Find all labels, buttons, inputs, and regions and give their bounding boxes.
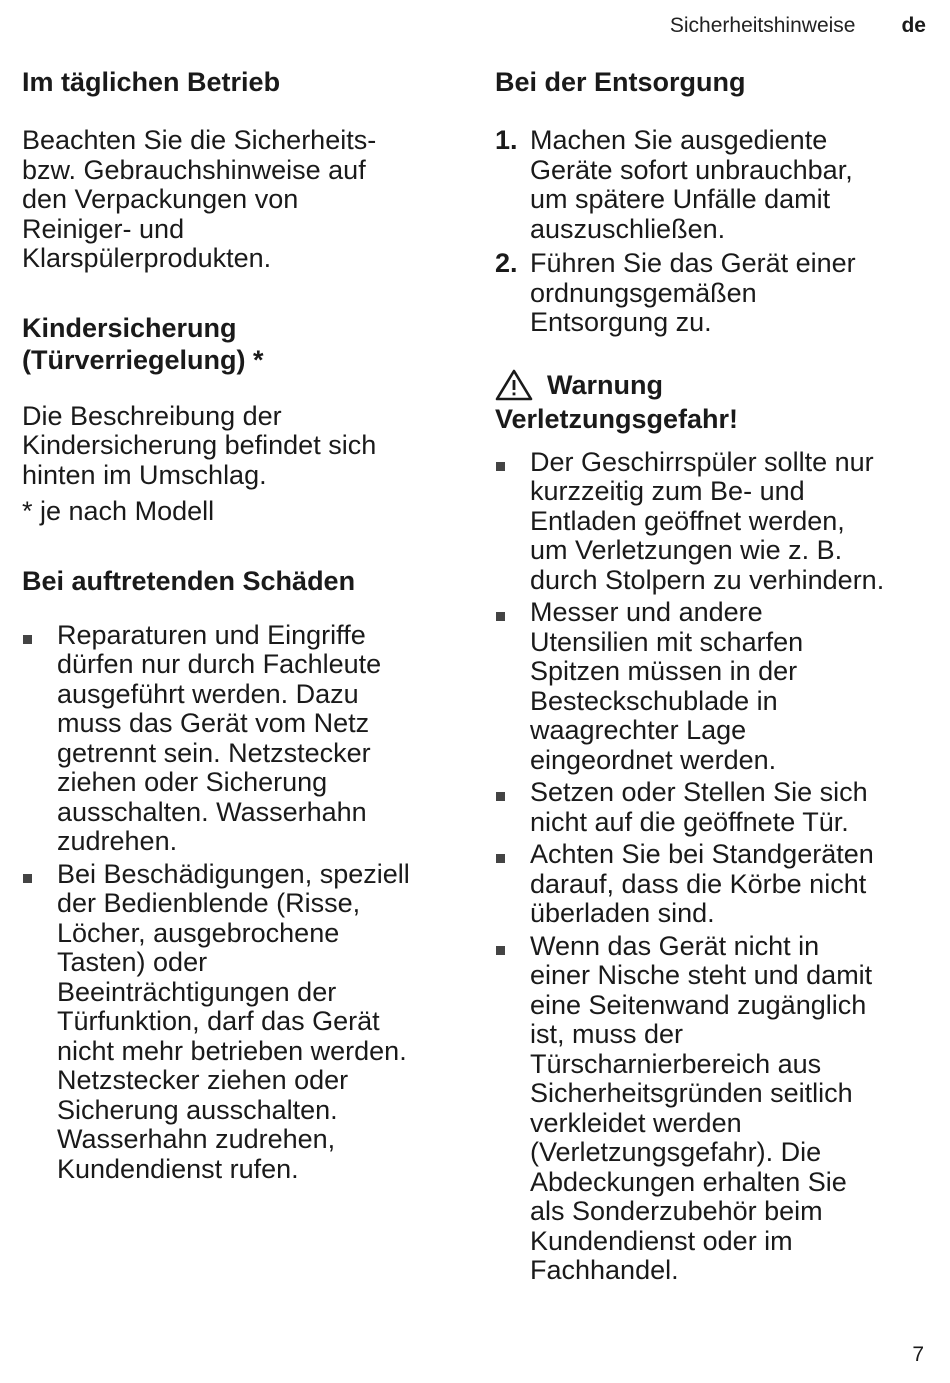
heading-disposal: Bei der Entsorgung <box>495 67 746 97</box>
text-line: bzw. Gebrauchshinweise auf <box>22 154 366 185</box>
text-line: Abdeckungen erhalten Sie <box>530 1166 847 1197</box>
text-line: nicht mehr betrieben werden. <box>57 1035 407 1066</box>
text-line: verkleidet werden <box>530 1107 742 1138</box>
list-item <box>495 840 925 929</box>
text-line: der Bedienblende (Risse, <box>57 888 361 918</box>
text-line: zudrehen. <box>57 826 178 856</box>
text-line: getrennt sein. Netzstecker <box>57 737 371 768</box>
paragraph-child-lock <box>22 402 462 491</box>
step-number: 1. <box>495 125 518 155</box>
text-line: Türfunktion, darf das Gerät <box>57 1006 380 1036</box>
text-line: ziehen oder Sicherung <box>57 767 328 797</box>
text-line: Sicherheitsgründen seitlich <box>530 1078 853 1108</box>
text-line: Geräte sofort unbrauchbar, <box>530 154 853 185</box>
step-item <box>495 126 925 244</box>
text-line: Tasten) oder <box>57 947 208 977</box>
heading-child-lock <box>22 312 462 376</box>
list-item <box>22 621 462 857</box>
warning-subtitle: Verletzungsgefahr! <box>495 403 739 434</box>
text-line: den Verpackungen von <box>22 184 299 214</box>
list-item <box>495 778 925 837</box>
text-line: Spitzen müssen in der <box>530 656 798 686</box>
warning-list <box>495 448 925 1286</box>
text-line: Setzen oder Stellen Sie sich <box>530 777 868 807</box>
list-item <box>495 448 925 596</box>
text-line: als Sonderzubehör beim <box>530 1196 823 1226</box>
page-header <box>670 14 926 38</box>
step-number: 2. <box>495 248 518 278</box>
warning-title <box>495 368 925 402</box>
text-line: nicht auf die geöffnete Tür. <box>530 806 849 837</box>
text-line: Der Geschirrspüler sollte nur <box>530 446 874 477</box>
bullet-square-icon <box>23 874 32 883</box>
text-line: Wasserhahn zudrehen, <box>57 1124 336 1154</box>
bullet-square-icon <box>496 792 505 801</box>
text-line: Entladen geöffnet werden, <box>530 505 845 536</box>
text-line: Reparaturen und Eingriffe <box>57 619 366 650</box>
bullet-square-icon <box>23 635 32 644</box>
bullet-square-icon <box>496 946 505 955</box>
text-line: Achten Sie bei Standgeräten <box>530 839 874 869</box>
text-line: Sicherung ausschalten. <box>57 1094 338 1125</box>
paragraph-daily-operation <box>22 126 462 274</box>
text-line: Utensilien mit scharfen <box>530 626 804 657</box>
warning-triangle-icon <box>495 369 533 401</box>
text-line: einer Nische steht und damit <box>530 960 873 990</box>
text-line: muss das Gerät vom Netz <box>57 708 370 738</box>
text-line: Löcher, ausgebrochene <box>57 917 340 948</box>
text-line: um spätere Unfälle damit <box>530 184 831 214</box>
text-line: Netzstecker ziehen oder <box>57 1065 349 1095</box>
text-line: eingeordnet werden. <box>530 744 777 775</box>
page-number: 7 <box>912 1343 924 1366</box>
heading-line: (Türverriegelung) * <box>22 344 264 375</box>
text-line: Messer und andere <box>530 597 763 627</box>
text-line: Die Beschreibung der <box>22 400 282 431</box>
text-line: Kundendienst rufen. <box>57 1153 299 1184</box>
text-line: Entsorgung zu. <box>530 307 712 337</box>
text-line: (Verletzungsgefahr). Die <box>530 1137 822 1167</box>
text-line: um Verletzungen wie z. B. <box>530 535 843 565</box>
heading-damage: Bei auftretenden Schäden <box>22 565 356 596</box>
text-line: Beeinträchtigungen der <box>57 976 337 1007</box>
left-column <box>22 66 462 1187</box>
text-line: Führen Sie das Gerät einer <box>530 248 856 278</box>
text-line: Wenn das Gerät nicht in <box>530 930 820 961</box>
damage-list <box>22 621 462 1185</box>
text-line: ausschalten. Wasserhahn <box>57 796 367 827</box>
text-line: auszuschließen. <box>530 213 726 244</box>
text-line: durch Stolpern zu verhindern. <box>530 564 885 595</box>
text-line: kurzzeitig zum Be- und <box>530 476 805 506</box>
list-item <box>22 860 462 1185</box>
text-line: darauf, dass die Körbe nicht <box>530 868 867 899</box>
model-note: * je nach Modell <box>22 496 215 526</box>
right-column <box>495 66 925 1289</box>
text-line: eine Seitenwand zugänglich <box>530 989 867 1020</box>
bullet-square-icon <box>496 612 505 621</box>
header-language-code: de <box>901 14 926 37</box>
list-item <box>495 932 925 1286</box>
text-line: überladen sind. <box>530 898 715 928</box>
heading-line: Kindersicherung <box>22 312 237 343</box>
text-line: Bei Beschädigungen, speziell <box>57 858 410 889</box>
text-line: waagrechter Lage <box>530 715 747 745</box>
text-line: dürfen nur durch Fachleute <box>57 649 382 679</box>
text-line: Reiniger- und <box>22 213 185 244</box>
bullet-square-icon <box>496 854 505 863</box>
text-line: Beachten Sie die Sicherheits- <box>22 125 377 155</box>
text-line: ordnungsgemäßen <box>530 277 757 308</box>
text-line: Machen Sie ausgediente <box>530 125 828 155</box>
text-line: hinten im Umschlag. <box>22 459 267 490</box>
step-item <box>495 249 925 338</box>
text-line: Kindersicherung befindet sich <box>22 430 377 460</box>
text-line: Klarspülerprodukten. <box>22 243 272 273</box>
text-line: ausgeführt werden. Dazu <box>57 678 359 709</box>
warning-label: Warnung <box>547 369 663 400</box>
text-line: Fachhandel. <box>530 1255 679 1285</box>
text-line: ist, muss der <box>530 1019 684 1049</box>
header-section-title: Sicherheitshinweise <box>669 14 856 37</box>
text-line: Kundendienst oder im <box>530 1225 793 1256</box>
disposal-steps <box>495 126 925 338</box>
bullet-square-icon <box>496 462 505 471</box>
text-line: Besteckschublade in <box>530 685 778 716</box>
list-item <box>495 598 925 775</box>
text-line: Türscharnierbereich aus <box>530 1048 822 1079</box>
heading-daily-operation: Im täglichen Betrieb <box>22 67 281 97</box>
